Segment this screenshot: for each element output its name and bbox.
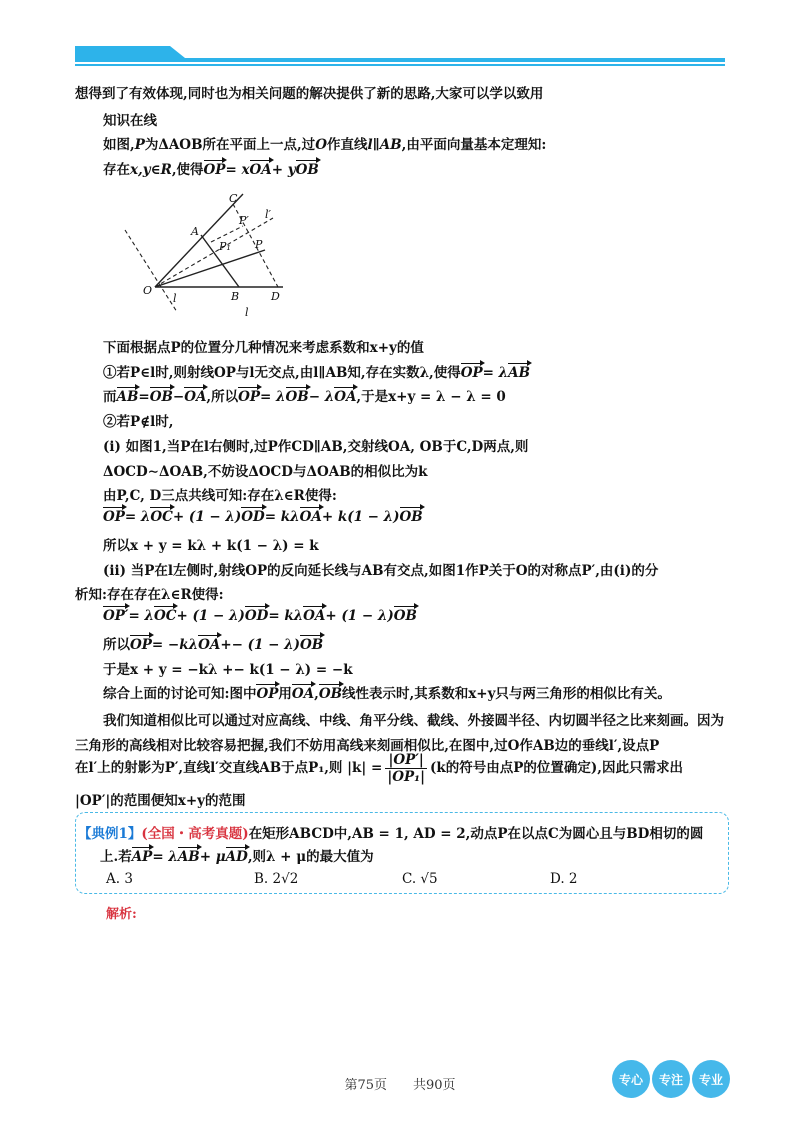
text-line: 在l′上的射影为P′,直线l′交直线AB于点P₁,则 |k| = $\frac{|OP'|}{\text{|OP₁|}}$ (k的符号由点P的位置确定),因此只需求出 xyxy=(75,752,683,785)
figure-label: C xyxy=(229,192,238,205)
text-line: ①若P∈l时,则射线OP与l无交点,由l∥AB知,存在实数λ,使得OP= λAB xyxy=(103,365,531,381)
text-line: ΔOCD∼ΔOAB,不妨设ΔOCD与ΔOAB的相似比为k xyxy=(103,464,428,480)
page-footer: 第75页 共90页 xyxy=(344,1078,456,1093)
badge: 专注 xyxy=(652,1060,690,1098)
text-line: 三角形的高线相对比较容易把握,我们不妨用高线来刻画相似比,在图中,过O作AB边的垂线l′,设点P xyxy=(75,738,660,754)
text-line: 而AB=OB−OA,所以OP= λOB− λOA,于是x+y = λ − λ = 0 xyxy=(103,389,506,405)
badges xyxy=(612,1060,732,1100)
figure-label: P xyxy=(255,238,263,251)
text-line: 存在x,y∈R,使得OP= xOA+ yOB xyxy=(103,162,319,178)
text-line: 如图,P为ΔAOB所在平面上一点,过O作直线l∥AB,由平面向量基本定理知: xyxy=(103,137,547,153)
figure-label: A xyxy=(191,225,199,238)
figure-label: P₁ xyxy=(219,240,231,253)
example-label: 【典例1】 xyxy=(78,826,142,842)
figure-label: D xyxy=(271,290,280,303)
figure-label: B xyxy=(231,290,240,303)
text-line: 于是x + y = −kλ +− k(1 − λ) = −k xyxy=(103,662,353,678)
text-line: 所以x + y = kλ + k(1 − λ) = k xyxy=(103,538,319,554)
text-line: 想得到了有效体现,同时也为相关问题的解决提供了新的思路,大家可以学以致用 xyxy=(75,86,544,102)
text-line: OP′= λOC+ (1 − λ)OD= kλOA+ (1 − λ)OB xyxy=(103,608,417,624)
example-source: (全国・高考真题) xyxy=(141,826,249,842)
figure-label: P′ xyxy=(239,214,249,227)
analysis-label: 解析: xyxy=(106,907,137,922)
figure-label: l xyxy=(173,292,177,305)
section-heading: 知识在线 xyxy=(103,113,157,129)
option-d[interactable]: D. 2 xyxy=(550,871,578,887)
text-line: (i) 如图1,当P在l右侧时,过P作CD∥AB,交射线OA, OB于C,D两点,则 xyxy=(103,439,529,455)
option-b[interactable]: B. 2√2 xyxy=(254,871,299,887)
figure-label: O xyxy=(143,284,153,297)
text-line: (ii) 当P在l左侧时,射线OP的反向延长线与AB有交点,如图1作P关于O的对称点P′,由(i)的分 xyxy=(103,563,659,579)
fraction: $\frac{|OP'|}{\text{|OP₁|}}$ xyxy=(387,752,425,785)
text-line: |OP′|的范围便知x+y的范围 xyxy=(75,793,246,809)
text-line: 我们知道相似比可以通过对应高线、中线、角平分线、截线、外接圆半径、内切圆半径之比来刻画。因为 xyxy=(103,713,724,729)
text-line: 所以OP= −kλOA+− (1 − λ)OB xyxy=(103,637,324,653)
example-line: 【典例1】(全国・高考真题)在矩形ABCD中,AB = 1, AD = 2,动点P在以点C为圆心且与BD相切的圆 xyxy=(78,826,704,842)
figure-label: l xyxy=(245,306,249,318)
example-line: 上.若AP= λAB+ μAD,则λ + μ的最大值为 xyxy=(100,849,374,865)
geometry-figure xyxy=(115,190,335,318)
badge: 专心 xyxy=(612,1060,650,1098)
figure-label: l′ xyxy=(265,208,272,221)
header-bar xyxy=(75,46,725,68)
text-line: 综合上面的讨论可知:图中OP用OA,OB线性表示时,其系数和x+y只与两三角形的相似比有关。 xyxy=(103,686,671,702)
text-line: ②若P∉l时, xyxy=(103,414,174,430)
badge: 专业 xyxy=(692,1060,730,1098)
text-line: 下面根据点P的位置分几种情况来考虑系数和x+y的值 xyxy=(103,340,424,356)
text-line: 析知:存在存在λ∈R使得: xyxy=(75,587,224,603)
option-c[interactable]: C. √5 xyxy=(402,871,438,887)
example-box xyxy=(75,812,729,894)
text-line: OP= λOC+ (1 − λ)OD= kλOA+ k(1 − λ)OB xyxy=(103,509,423,525)
text-line: 由P,C, D三点共线可知:存在λ∈R使得: xyxy=(103,488,337,504)
option-a[interactable]: A. 3 xyxy=(106,871,133,887)
